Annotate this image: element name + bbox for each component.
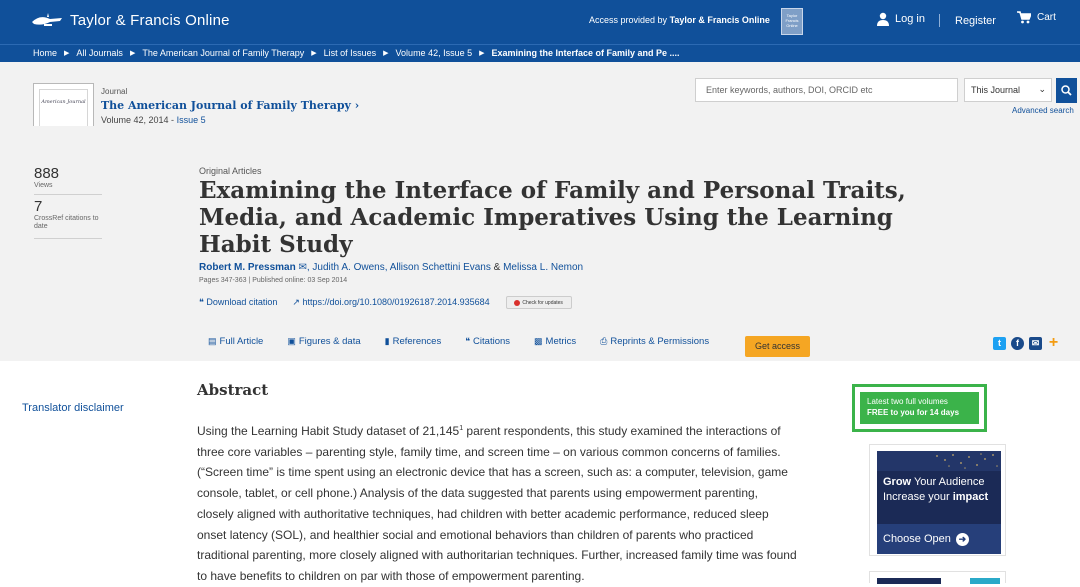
- article-title: Examining the Interface of Family and Personal Traits, Media, and Academic Imperatives Using the Learning Habit Study: [199, 177, 906, 258]
- translator-disclaimer-link[interactable]: Translator disclaimer: [22, 402, 124, 414]
- breadcrumb-journal[interactable]: The American Journal of Family Therapy: [142, 48, 305, 58]
- abstract-text: [197, 421, 797, 587]
- ad-impact: impact: [952, 491, 989, 503]
- choose-open-button[interactable]: [877, 524, 1001, 554]
- document-icon: ▤: [208, 336, 217, 346]
- promo-line1: Latest two full volumes: [867, 397, 948, 406]
- download-citation-label: Download citation: [206, 297, 278, 307]
- breadcrumb-home[interactable]: Home: [33, 48, 58, 58]
- tab-full-article-label: Full Article: [219, 336, 264, 347]
- site-header: [0, 0, 1080, 44]
- ad-headline: [883, 475, 988, 505]
- breadcrumb-current: Examining the Interface of Family and Pe ....: [491, 48, 680, 58]
- breadcrumb-arrow-icon: ▶: [129, 50, 136, 57]
- chevron-right-icon: ›: [354, 99, 360, 112]
- footnote-ref[interactable]: 1: [459, 425, 464, 432]
- author-lead[interactable]: Robert M. Pressman: [199, 262, 296, 273]
- search-scope-select[interactable]: [964, 78, 1052, 102]
- second-ad[interactable]: [869, 571, 1006, 583]
- breadcrumb-arrow-icon: ▶: [479, 50, 485, 57]
- cart-icon: [1017, 11, 1031, 24]
- citations-metric: [34, 198, 106, 231]
- journal-bar: [0, 62, 1080, 126]
- volume-text: Volume 42, 2014 -: [101, 115, 177, 125]
- breadcrumb-all-journals[interactable]: All Journals: [76, 48, 123, 58]
- citations-label: CrossRef citations to date: [34, 215, 99, 230]
- search-icon: [1056, 78, 1077, 103]
- open-access-ad[interactable]: [869, 444, 1006, 556]
- cart-label: Cart: [1037, 12, 1056, 23]
- chevron-down-icon: ⌄: [1038, 84, 1046, 94]
- doi-link[interactable]: [292, 297, 489, 308]
- author-amp: &: [490, 262, 504, 273]
- second-ad-accent: [970, 578, 1000, 584]
- tab-citations-label: Citations: [473, 336, 511, 347]
- ad-banner: [877, 451, 1001, 554]
- journal-name: The American Journal of Family Therapy: [101, 99, 351, 112]
- tab-figures[interactable]: [287, 336, 360, 347]
- external-link-icon: ↗: [292, 297, 300, 307]
- quote-icon: ❝: [465, 336, 471, 346]
- journal-cover-title: American Journal: [39, 89, 88, 126]
- article-header: [0, 126, 1080, 361]
- metric-divider: [34, 238, 102, 239]
- twitter-icon[interactable]: t: [993, 337, 1006, 350]
- ad-decoration: [877, 451, 1001, 471]
- check-updates-label: Check for updates: [522, 299, 563, 306]
- journal-volume: [101, 115, 206, 125]
- search-button[interactable]: [1056, 78, 1077, 103]
- cart-link[interactable]: [1017, 11, 1056, 24]
- advanced-search-link[interactable]: Advanced search: [1012, 106, 1074, 115]
- issue-link[interactable]: Issue 5: [176, 115, 206, 125]
- article-tabs: [208, 336, 733, 347]
- author-list: [199, 262, 583, 273]
- promo-line2: FREE to you for 14 days: [867, 408, 960, 417]
- free-volumes-content: [860, 392, 979, 424]
- site-logo[interactable]: [30, 10, 230, 30]
- author-last[interactable]: Melissa L. Nemon: [503, 262, 584, 273]
- breadcrumb-bar: [0, 44, 1080, 62]
- header-divider: [939, 14, 940, 27]
- institution-logo: Taylor Francis Online: [781, 8, 803, 35]
- ad-line2-start: Increase your: [883, 491, 953, 503]
- quote-icon: ❝: [199, 297, 204, 307]
- access-prefix: Access provided by: [589, 15, 668, 25]
- article-links: [199, 296, 572, 309]
- tab-metrics[interactable]: [534, 336, 576, 347]
- ad-grow: Grow: [883, 476, 912, 488]
- ad-line1-rest: Your Audience: [911, 476, 985, 488]
- journal-label: Journal: [101, 87, 128, 96]
- views-metric: [34, 165, 59, 190]
- login-link[interactable]: [877, 12, 925, 26]
- bar-chart-icon: ▩: [534, 336, 543, 346]
- tab-references[interactable]: [385, 336, 442, 347]
- journal-name-link[interactable]: [101, 99, 359, 112]
- brand-name: Taylor & Francis Online: [70, 11, 230, 29]
- email-icon[interactable]: ✉: [1029, 337, 1042, 350]
- printer-icon: ⎙: [600, 336, 608, 346]
- tab-references-label: References: [392, 336, 442, 347]
- facebook-icon[interactable]: f: [1011, 337, 1024, 350]
- ad-line1: [883, 475, 988, 490]
- doi-label: https://doi.org/10.1080/01926187.2014.935684: [302, 297, 490, 307]
- user-icon: [877, 12, 889, 26]
- journal-cover[interactable]: [33, 83, 94, 126]
- tab-reprints-label: Reprints & Permissions: [610, 336, 710, 347]
- abstract-text-start: Using the Learning Habit Study dataset of 21,145: [197, 424, 460, 438]
- choose-open-label: Choose Open: [883, 533, 951, 545]
- lamp-logo-icon: [30, 10, 64, 30]
- register-link[interactable]: Register: [955, 15, 996, 27]
- abstract-heading: Abstract: [197, 381, 269, 399]
- tab-reprints[interactable]: [600, 336, 709, 347]
- breadcrumb-arrow-icon: ▶: [311, 50, 317, 57]
- envelope-icon[interactable]: ✉: [298, 262, 307, 273]
- metric-divider: [34, 194, 102, 195]
- tab-full-article[interactable]: [208, 336, 263, 347]
- image-icon: ▣: [287, 336, 296, 346]
- access-org: Taylor & Francis Online: [669, 15, 770, 25]
- views-label: Views: [34, 182, 53, 189]
- get-access-button[interactable]: Get access: [745, 336, 810, 357]
- download-citation-link[interactable]: [199, 297, 277, 308]
- check-for-updates-button[interactable]: [506, 296, 572, 309]
- dots-pattern-icon: [877, 451, 1001, 471]
- citations-count: 7: [34, 198, 43, 215]
- tab-figures-label: Figures & data: [298, 336, 361, 347]
- publication-info: Pages 347-363 | Published online: 03 Sep 2014: [199, 277, 348, 284]
- abstract-text-rest: parent respondents, this study examined the interactions of three core variables – parenting style, family time, and screen time – on various common concerns of families. (“Screen time” is time spent using an electronic device that has a screen, such as: a computer, television, game console, tablet, or cell phone.) Analysis of the data suggested that parents using empowerment parenting, closely aligned with authoritative techniques, had children with better academic performance, reduced sleep onset latency (SOL), and healthier social and emotional behaviors than children of parents who practiced traditional parenting, more closely aligned with authoritarian techniques. Further, increased family time was found to have benefits to children on par with those of empowerment parenting.: [197, 424, 797, 583]
- arrow-right-icon: ➜: [956, 533, 969, 546]
- tab-citations[interactable]: [465, 336, 510, 347]
- breadcrumb: [33, 48, 680, 58]
- breadcrumb-arrow-icon: ▶: [64, 50, 70, 57]
- breadcrumb-arrow-icon: ▶: [383, 50, 389, 57]
- search-scope-value: This Journal: [971, 85, 1021, 95]
- share-bar: [993, 334, 1060, 351]
- authors-rest[interactable]: , Judith A. Owens, Allison Schettini Evans: [306, 262, 491, 273]
- ad-line2: [883, 490, 988, 505]
- views-count: 888: [34, 165, 60, 182]
- breadcrumb-list-of-issues[interactable]: List of Issues: [323, 48, 377, 58]
- tab-metrics-label: Metrics: [545, 336, 577, 347]
- crossmark-icon: [514, 300, 520, 306]
- article-section: Original Articles: [199, 166, 262, 176]
- login-label: Log in: [895, 13, 925, 25]
- access-provided: [589, 15, 770, 25]
- free-volumes-banner[interactable]: [852, 384, 987, 432]
- plus-icon[interactable]: +: [1048, 334, 1059, 351]
- book-icon: ▮: [384, 336, 390, 346]
- second-ad-graphic: [877, 578, 941, 584]
- search-input[interactable]: Enter keywords, authors, DOI, ORCID etc: [695, 78, 958, 102]
- breadcrumb-issue[interactable]: Volume 42, Issue 5: [395, 48, 473, 58]
